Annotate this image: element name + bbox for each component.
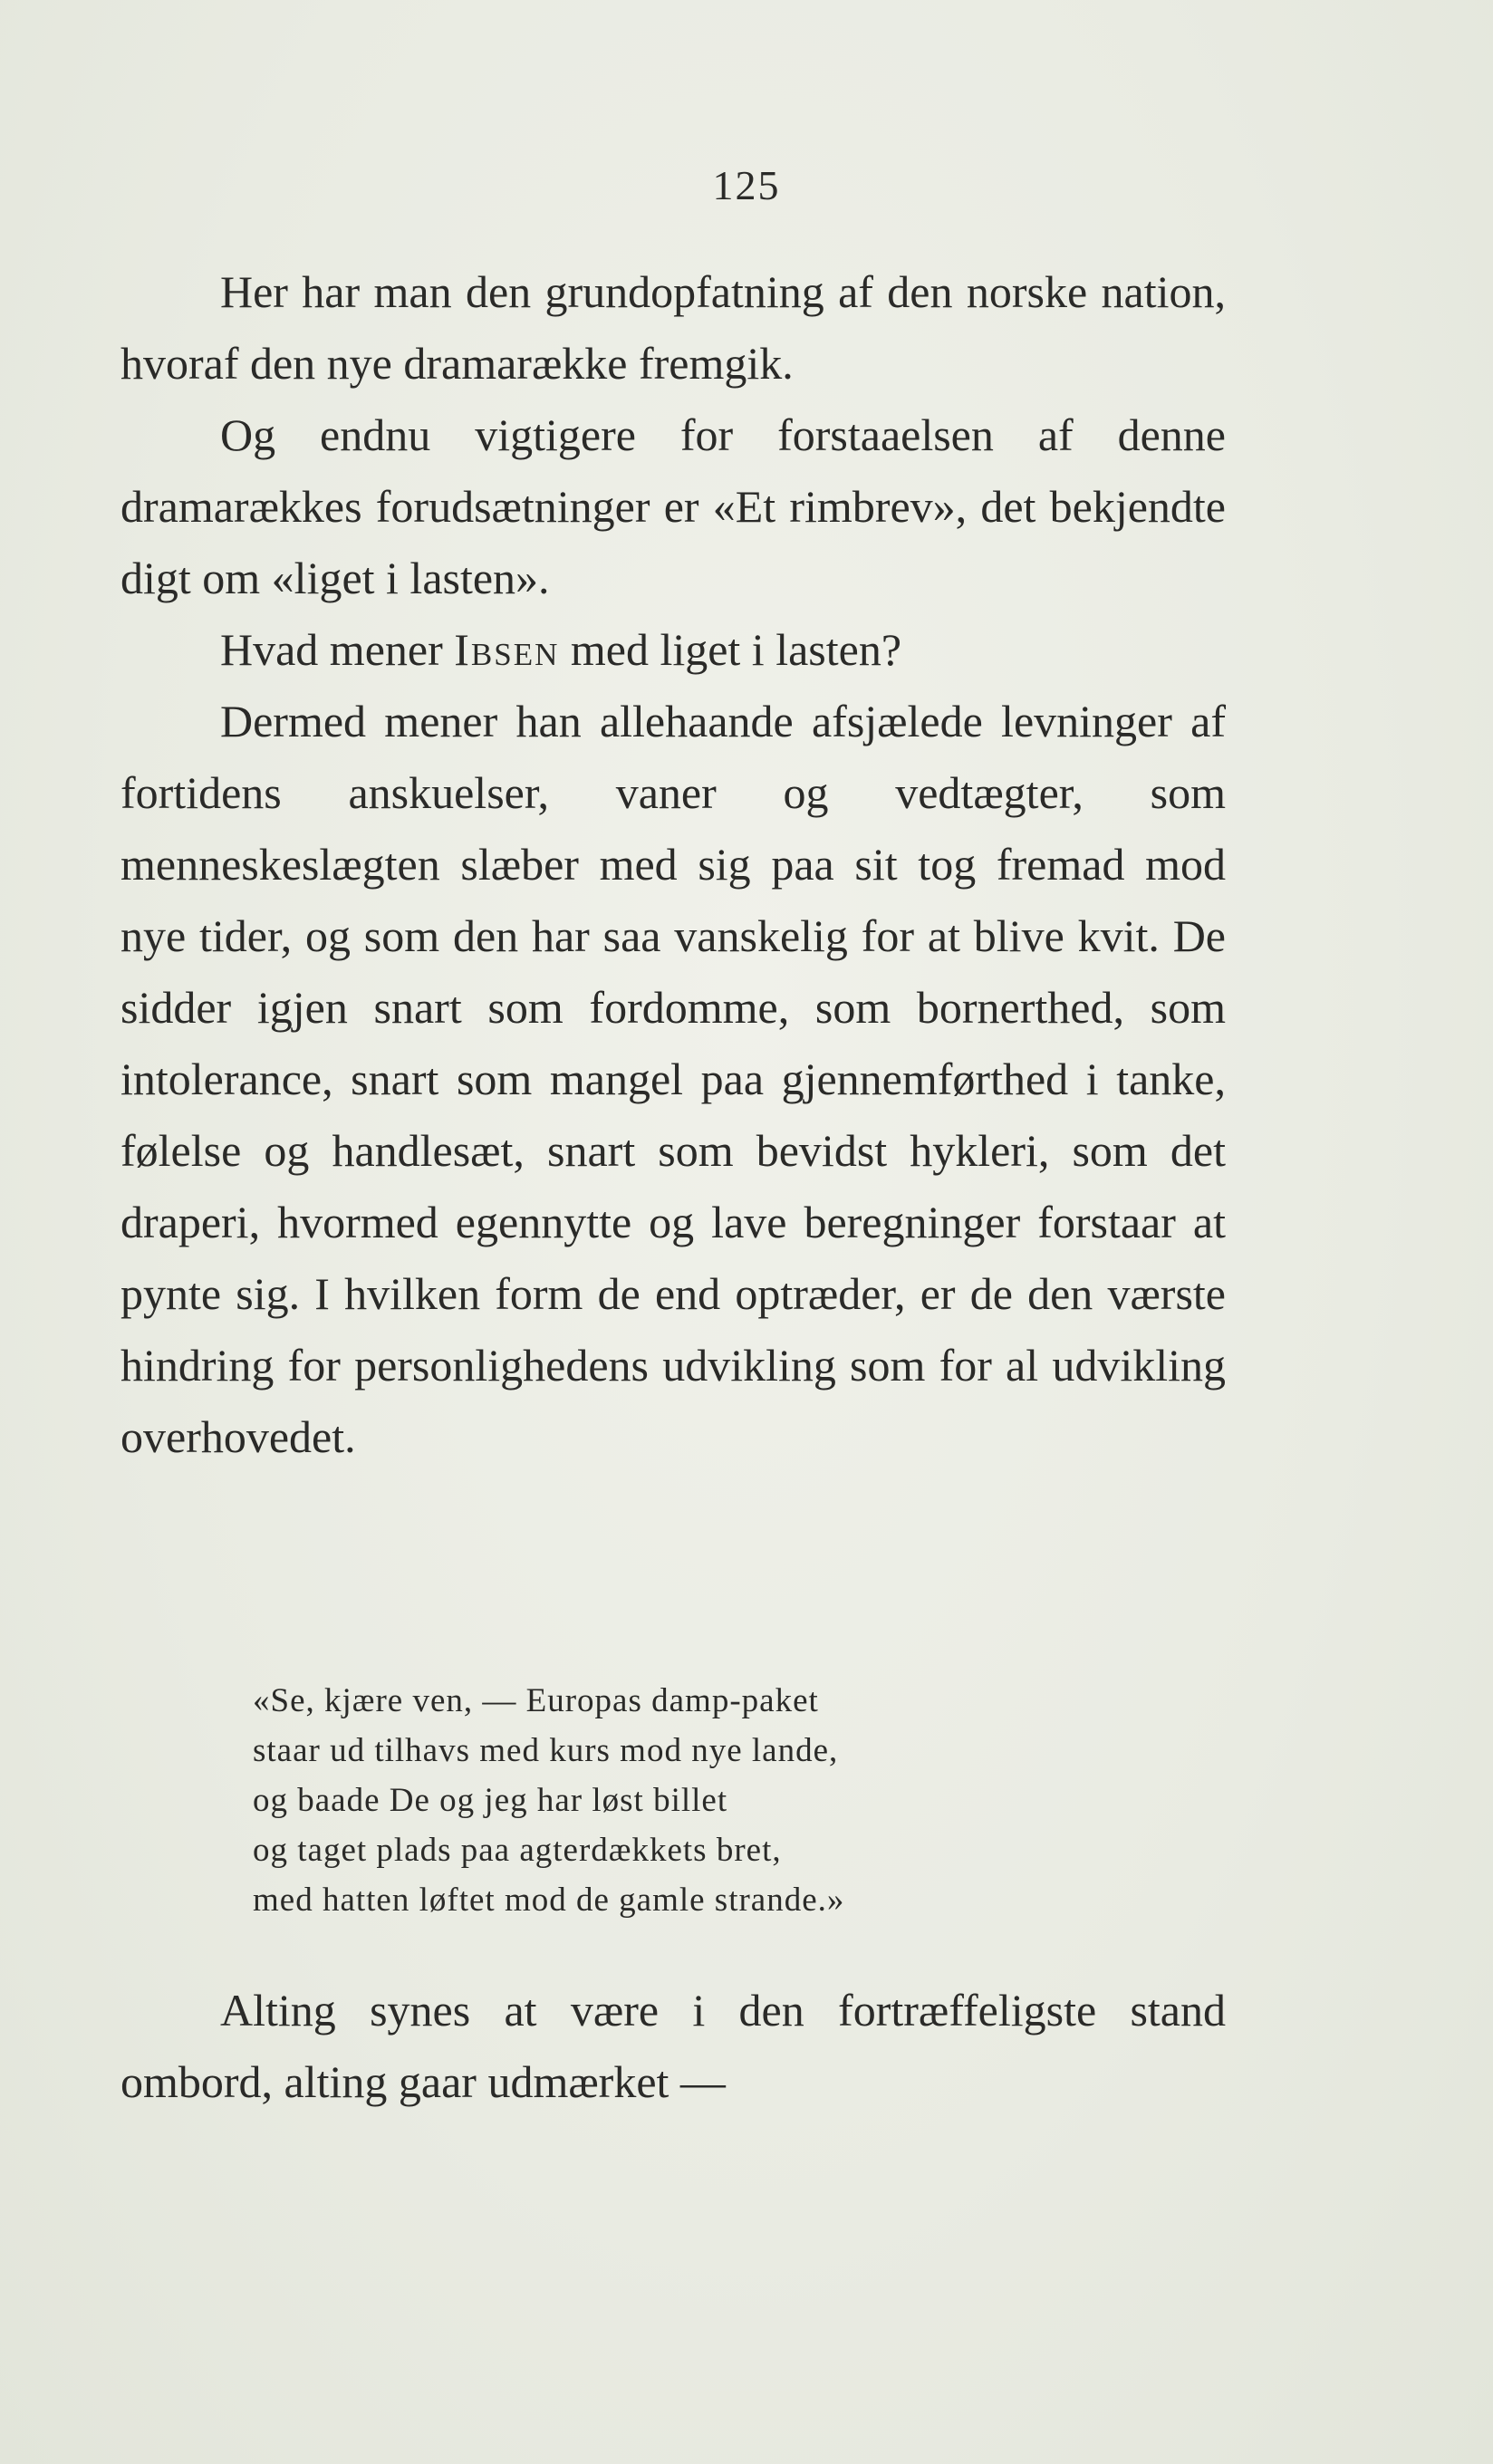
paragraph-3: Dermed mener han allehaande afsjælede levninger af fortidens anskuelser, vaner og vedtægter, som menneskeslægten slæber med sig paa sit tog fremad mod nye tider, og som den har saa vanskelig for at blive kvit. De sidder igjen snart som fordomme, som bornerthed, som intolerance, snart som mangel paa gjennemførthed i tanke, følelse og handlesæt, snart som bevidst hykleri, som det draperi, hvormed egennytte og lave beregninger forstaar at pynte sig. I hvilken form de end optræder, er de den værste hindring for personlighedens udvikling som for al udvikling overhovedet. bbox=[120, 696, 1226, 1462]
verse-line: med hatten løftet mod de gamle strande.» bbox=[253, 1882, 845, 1919]
page-number: 125 bbox=[712, 162, 781, 208]
verse-line: staar ud tilhavs med kurs mod nye lande, bbox=[253, 1732, 839, 1769]
paragraph-2: Og endnu vigtigere for forstaaelsen af denne dramarækkes forudsætninger er «Et rimbrev», det bekjendte digt om «liget i lasten». bbox=[120, 409, 1226, 603]
verse-quote bbox=[253, 1676, 844, 1925]
main-text-block bbox=[120, 256, 1226, 1473]
author-name: Ibsen bbox=[454, 624, 560, 675]
paragraph-1: Her har man den grundopfatning af den norske nation, hvoraf den nye dramarække fremgik. bbox=[120, 266, 1226, 389]
closing-text-block bbox=[120, 1975, 1226, 2118]
paragraph-closing: Alting synes at være i den fortræffeligste stand ombord, alting gaar udmærket — bbox=[120, 1985, 1226, 2107]
verse-line: og baade De og jeg har løst billet bbox=[253, 1782, 728, 1819]
verse-line: «Se, kjære ven, — Europas damp-paket bbox=[253, 1682, 819, 1719]
question-before: Hvad mener bbox=[220, 624, 455, 675]
question-after: med liget i lasten? bbox=[559, 624, 902, 675]
paragraph-question bbox=[120, 614, 1226, 686]
verse-line: og taget plads paa agterdækkets bret, bbox=[253, 1832, 782, 1869]
